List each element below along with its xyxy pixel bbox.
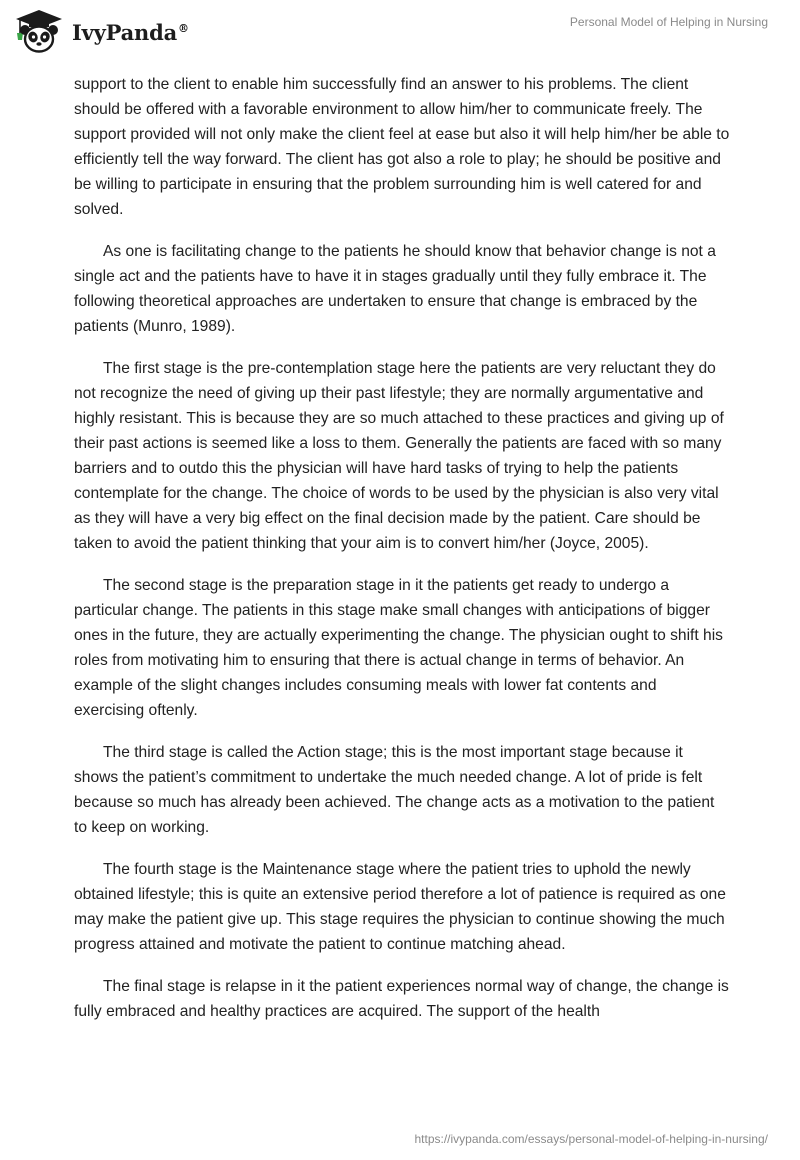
paragraph-5: The third stage is called the Action stage; this is the most important stage because it shows the patient’s commitment to undertake the much needed change. A lot of pride is felt because so much has already been achieved. The change acts as a motivation to the patient to keep on working. xyxy=(74,744,715,836)
ivypanda-logo[interactable] xyxy=(12,8,189,54)
panda-graduate-icon xyxy=(12,8,66,54)
paragraph-3: The first stage is the pre-contemplation stage here the patients are very reluctant they do not recognize the need of giving up their past lifestyle; they are normally argumentative and highly resistant. This is because they are so much attached to these practices and giving up of their past actions is seemed like a loss to them. Generally the patients are faced with so many barriers and to outdo this the physician will have hard tasks of trying to help the patients contemplate for the change. The choice of words to be used by the physician is also very vital as they will have a very big effect on the final decision made by the patient. Care should be taken to avoid the patient thinking that your aim is to convert him/her (Joyce, 2005). xyxy=(74,360,724,552)
paragraph-4: The second stage is the preparation stage in it the patients get ready to undergo a particular change. The patients in this stage make small changes with anticipations of bigger ones in the future, they are actually experimenting the change. The physician ought to shift his roles from motivating him to ensuring that there is actual change in terms of behavior. An example of the slight changes includes consuming meals with lower fat contents and exercising oftenly. xyxy=(74,577,723,719)
paragraph-1: support to the client to enable him successfully find an answer to his problems. The client should be offered with a favorable environment to allow him/her to communicate freely. The support provided will not only make the client feel at ease but also it will help him/her be able to efficiently tell the way forward. The client has got also a role to play; he should be positive and be willing to participate in ensuring that the problem surrounding him is well catered for and solved. xyxy=(74,76,730,218)
brand-name: IvyPanda® xyxy=(72,19,189,45)
paragraph-7: The final stage is relapse in it the patient experiences normal way of change, the change is fully embraced and healthy practices are acquired. The support of the health xyxy=(74,978,729,1020)
paragraph-6: The fourth stage is the Maintenance stage where the patient tries to uphold the newly obtained lifestyle; this is quite an extensive period therefore a lot of patience is required as one may make the patient give up. This stage requires the physician to continue showing the much progress attained and motivate the patient to continue matching ahead. xyxy=(74,861,726,953)
document-title: Personal Model of Helping in Nursing xyxy=(569,15,768,29)
page-header xyxy=(0,0,800,70)
essay-body xyxy=(74,72,730,1041)
source-url-link[interactable]: https://ivypanda.com/essays/personal-model-of-helping-in-nursing/ xyxy=(414,1132,768,1146)
paragraph-2: As one is facilitating change to the patients he should know that behavior change is not a single act and the patients have to have it in stages gradually until they fully embrace it. The following theoretical approaches are undertaken to ensure that change is embraced by the patients (Munro, 1989). xyxy=(74,243,716,335)
